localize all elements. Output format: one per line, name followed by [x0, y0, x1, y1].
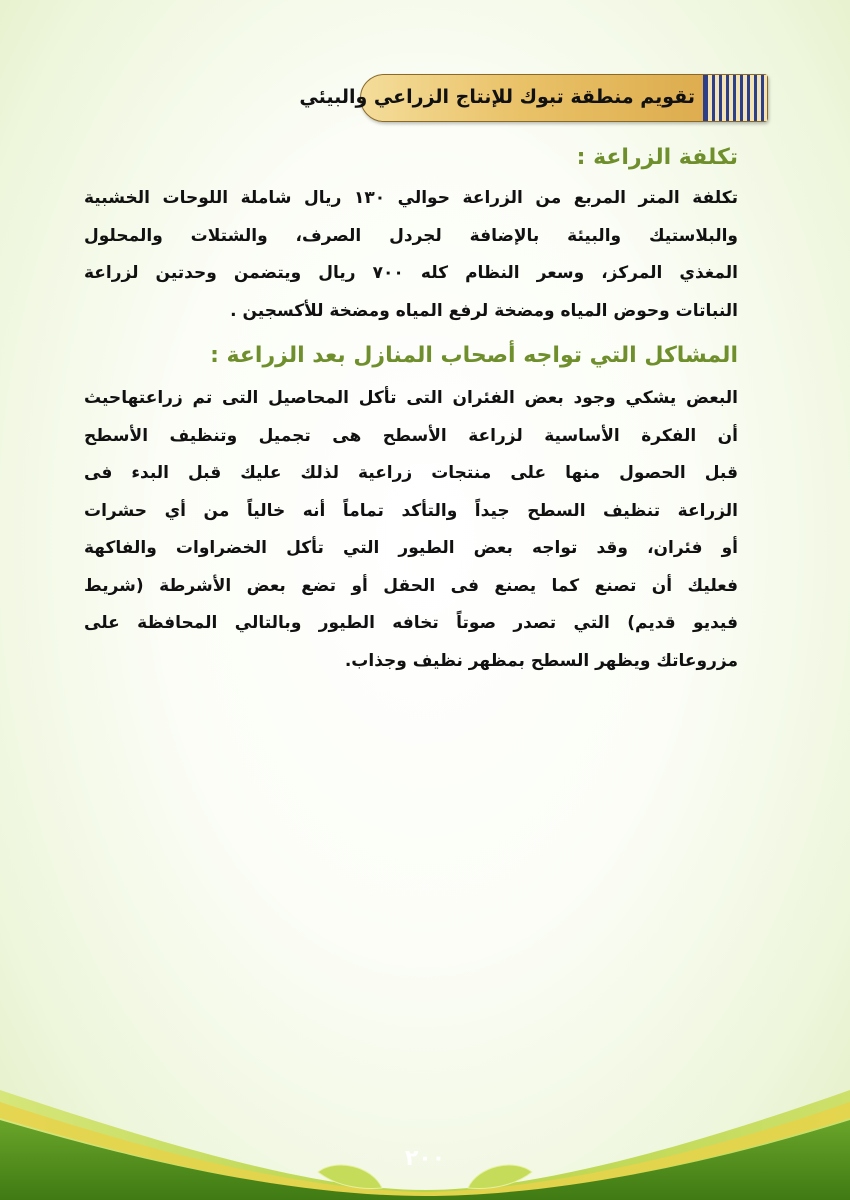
- section-problems: [84, 336, 738, 680]
- text-line: تكلفة المتر المربع من الزراعة حوالي ١٣٠ ريال شاملة اللوحات الخشبية: [84, 188, 738, 208]
- header-stripes-ornament: [703, 75, 767, 121]
- header-banner: [299, 74, 768, 122]
- text-line: المغذي المركز، وسعر النظام كله ٧٠٠ ريال ويتضمن وحدتين لزراعة: [84, 263, 738, 283]
- text-line: البعض يشكي وجود بعض الفئران التى تأكل المحاصيل التى تم زراعتهاحيث: [84, 388, 738, 408]
- text-line: الزراعة تنظيف السطح جيداً والتأكد تماماً أنه خالياً من أي حشرات: [84, 500, 738, 521]
- text-line: مزروعاتك ويظهر السطح بمظهر نظيف وجذاب.: [344, 650, 738, 671]
- footer-wave-decoration: [0, 1040, 850, 1200]
- section-heading-problems: المشاكل التي تواجه أصحاب المنازل بعد الزراعة :: [210, 343, 738, 368]
- text-line: أن الفكرة الأساسية لزراعة الأسطح هى تجميل وتنظيف الأسطح: [84, 425, 738, 446]
- header-title: تقويم منطقة تبوك للإنتاج الزراعي والبيئي: [299, 86, 695, 108]
- text-line: فيديو قديم) التي تصدر صوتاً تخافه الطيور وبالتالي المحافظة على: [84, 613, 738, 633]
- page-number: ٢٠٠: [404, 1146, 446, 1171]
- section-body-problems: [84, 380, 738, 680]
- text-line: والبلاستيك والبيئة بالإضافة لجردل الصرف، والشتلات والمحلول: [84, 225, 738, 246]
- text-line: النباتات وحوض المياه ومضخة لرفع المياه ومضخة للأكسجين .: [230, 300, 738, 321]
- text-line: أو فئران، وقد تواجه بعض الطيور التي تأكل الخضراوات والفاكهة: [84, 538, 738, 558]
- text-line: فعليك أن تصنع كما يصنع فى الحقل أو تضع بعض الأشرطة (شريط: [84, 575, 738, 596]
- section-body-cost: [84, 180, 738, 330]
- text-line: قبل الحصول منها على منتجات زراعية لذلك عليك قبل البدء فى: [84, 463, 738, 483]
- section-cost: [84, 138, 738, 330]
- page-content: [84, 138, 738, 680]
- section-heading-cost: تكلفة الزراعة :: [576, 145, 738, 170]
